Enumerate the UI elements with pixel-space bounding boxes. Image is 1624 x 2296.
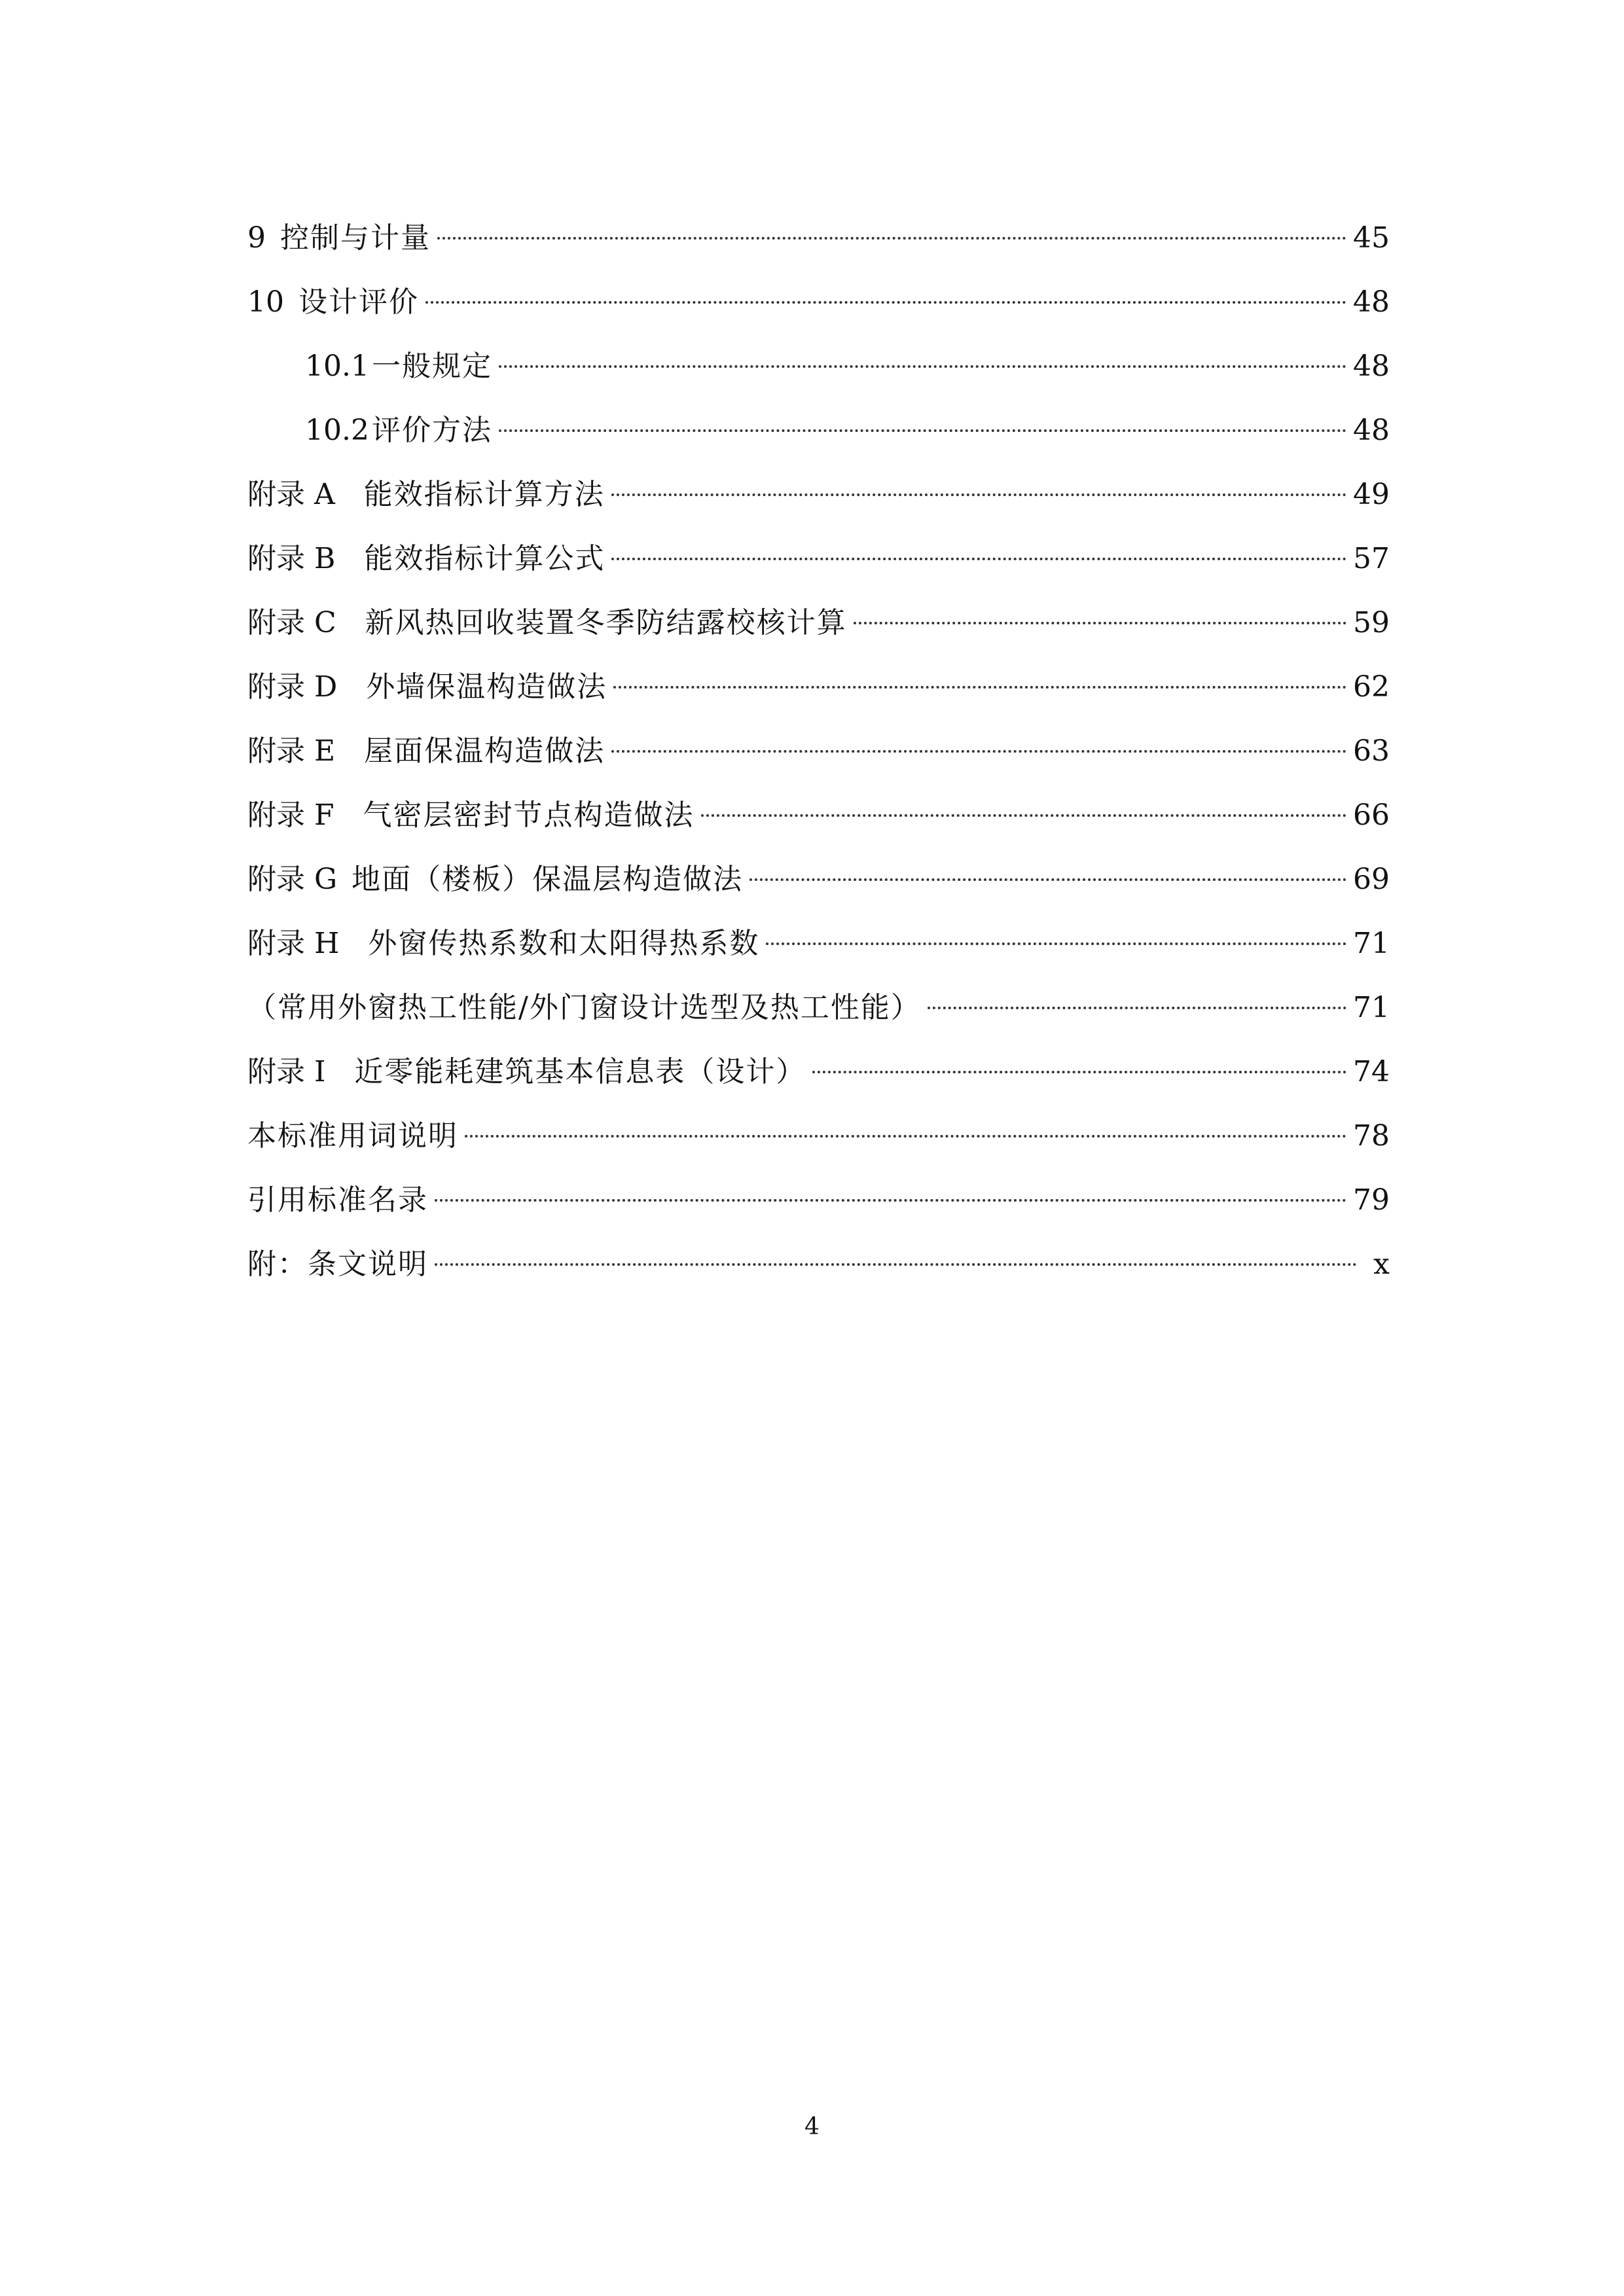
toc-dot-leader bbox=[749, 878, 1346, 881]
toc-entry-appendix-a[interactable] bbox=[247, 463, 1390, 527]
table-of-contents bbox=[247, 206, 1390, 1297]
toc-entry-appendix-g[interactable] bbox=[247, 848, 1390, 912]
toc-dot-leader bbox=[854, 622, 1346, 624]
toc-entry-page: 48 bbox=[1353, 350, 1390, 383]
toc-entry-page: 79 bbox=[1353, 1183, 1390, 1217]
toc-entry-label: 近零能耗建筑基本信息表（设计） bbox=[354, 1055, 806, 1088]
toc-entry-page: 66 bbox=[1353, 798, 1390, 832]
toc-dot-leader bbox=[701, 814, 1346, 817]
toc-dot-leader bbox=[437, 237, 1346, 240]
toc-dot-leader bbox=[435, 1263, 1357, 1266]
toc-entry-page: 78 bbox=[1353, 1119, 1390, 1153]
toc-entry-chapter-10[interactable] bbox=[247, 270, 1390, 334]
toc-entry-label: 外墙保温构造做法 bbox=[366, 670, 607, 704]
toc-entry-number: 附录 G bbox=[247, 863, 338, 896]
toc-dot-leader bbox=[425, 301, 1346, 304]
toc-entry-appendix-h[interactable] bbox=[247, 912, 1390, 976]
toc-entry-number: 附录 F bbox=[247, 798, 334, 832]
toc-entry-number: 附录 E bbox=[247, 734, 336, 768]
toc-entry-terms-explanation[interactable] bbox=[247, 1104, 1390, 1168]
toc-entry-label: 附：条文说明 bbox=[247, 1247, 428, 1281]
toc-entry-number: 附录 C bbox=[247, 606, 336, 639]
toc-entry-number: 附录 D bbox=[247, 670, 338, 704]
toc-entry-page: 63 bbox=[1353, 734, 1390, 768]
toc-entry-label: 引用标准名录 bbox=[247, 1183, 428, 1217]
toc-entry-label: 能效指标计算方法 bbox=[363, 478, 605, 511]
toc-entry-label: 控制与计量 bbox=[280, 221, 431, 255]
toc-entry-clause-explanation[interactable] bbox=[247, 1232, 1390, 1297]
toc-dot-leader bbox=[465, 1135, 1346, 1138]
toc-entry-label: 设计评价 bbox=[298, 285, 419, 319]
toc-entry-referenced-standards[interactable] bbox=[247, 1168, 1390, 1232]
toc-entry-page: 71 bbox=[1353, 991, 1390, 1024]
toc-entry-number: 10.2 bbox=[305, 414, 369, 447]
toc-entry-appendix-f[interactable] bbox=[247, 783, 1390, 848]
toc-entry-label: 新风热回收装置冬季防结露校核计算 bbox=[365, 606, 847, 639]
toc-dot-leader bbox=[613, 686, 1346, 689]
toc-dot-leader bbox=[812, 1071, 1346, 1073]
toc-dot-leader bbox=[435, 1199, 1346, 1202]
toc-entry-label: 屋面保温构造做法 bbox=[364, 734, 605, 768]
toc-dot-leader bbox=[499, 365, 1346, 368]
toc-dot-leader bbox=[928, 1007, 1346, 1009]
toc-entry-label: 外窗传热系数和太阳得热系数 bbox=[368, 927, 760, 960]
toc-entry-number: 附录 B bbox=[247, 542, 336, 575]
toc-entry-appendix-d[interactable] bbox=[247, 655, 1390, 719]
toc-entry-page: 57 bbox=[1353, 542, 1390, 575]
toc-entry-number: 附录 H bbox=[247, 927, 340, 960]
toc-entry-label: 地面（楼板）保温层构造做法 bbox=[352, 863, 744, 896]
toc-entry-label: （常用外窗热工性能/外门窗设计选型及热工性能） bbox=[247, 991, 921, 1024]
toc-entry-number: 10 bbox=[247, 285, 284, 319]
toc-entry-number: 附录 A bbox=[247, 478, 335, 511]
toc-entry-page: 71 bbox=[1353, 927, 1390, 960]
toc-entry-chapter-9[interactable] bbox=[247, 206, 1390, 270]
toc-dot-leader bbox=[611, 493, 1346, 496]
toc-entry-number: 10.1 bbox=[305, 350, 369, 383]
toc-dot-leader bbox=[499, 429, 1346, 432]
toc-entry-label: 一般规定 bbox=[371, 350, 492, 383]
toc-entry-page: 62 bbox=[1353, 670, 1390, 704]
toc-entry-page: 69 bbox=[1353, 863, 1390, 896]
toc-entry-number: 附录 I bbox=[247, 1055, 326, 1088]
toc-entry-label: 本标准用词说明 bbox=[247, 1119, 458, 1153]
toc-dot-leader bbox=[766, 942, 1346, 945]
toc-entry-section-10-2[interactable] bbox=[247, 399, 1390, 463]
toc-entry-section-10-1[interactable] bbox=[247, 334, 1390, 399]
toc-entry-label: 能效指标计算公式 bbox=[364, 542, 605, 575]
toc-entry-appendix-h-sub[interactable] bbox=[247, 976, 1390, 1040]
toc-dot-leader bbox=[611, 558, 1346, 560]
toc-entry-appendix-e[interactable] bbox=[247, 719, 1390, 783]
toc-entry-page: 45 bbox=[1353, 221, 1390, 255]
toc-entry-page: 49 bbox=[1353, 478, 1390, 511]
toc-entry-page: 59 bbox=[1353, 606, 1390, 639]
toc-entry-appendix-c[interactable] bbox=[247, 591, 1390, 655]
toc-entry-number: 9 bbox=[247, 221, 266, 255]
toc-entry-appendix-i[interactable] bbox=[247, 1040, 1390, 1104]
toc-dot-leader bbox=[611, 750, 1346, 753]
toc-entry-page: 74 bbox=[1353, 1055, 1390, 1088]
toc-entry-page: 48 bbox=[1353, 285, 1390, 319]
page-number: 4 bbox=[804, 2113, 820, 2140]
toc-entry-label: 评价方法 bbox=[371, 414, 492, 447]
toc-entry-label: 气密层密封节点构造做法 bbox=[363, 798, 695, 832]
toc-entry-appendix-b[interactable] bbox=[247, 527, 1390, 591]
toc-entry-page: 48 bbox=[1353, 414, 1390, 447]
toc-entry-page: x bbox=[1373, 1247, 1390, 1281]
